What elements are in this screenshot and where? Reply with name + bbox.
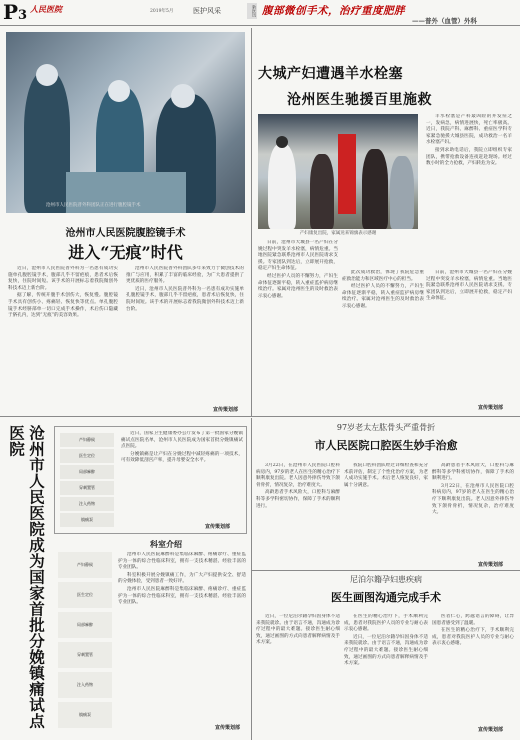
doctor-figure <box>268 144 296 229</box>
diagram-step: 产妇静候 <box>58 552 112 578</box>
right-article-credit: 宣传策划部 <box>478 405 504 411</box>
column-divider <box>251 28 252 416</box>
bottom-headline: 医生画图沟通完成手术 <box>331 591 441 604</box>
mid-article-col1: 3月22日，在沧州市人民医院口腔科病房内，97岁的老人在医生的精心治疗下顺利康复出院。老人因意外摔伤导致下颌骨骨折，情况复杂，治疗难度大。 高龄患者手术风险大，口腔科与麻醉科等多学科密切协作，保障了手术的顺利进行。 <box>256 463 340 509</box>
mid-headline: 市人民医院口腔医生妙手治愈 <box>314 439 458 452</box>
left-article-col2: 沧州市人民医院普外科团队多年来致力于微创技术的推广与应用，积累了丰富的临床经验，为广大患者提供了更优质的医疗服务。 近日，沧州市人民医院普外科为一名患有成功实施单孔腹腔镜手术，腹部几乎不留疤痕，患者术后恢复快，住院时间短。该手术的开展标志着我院微创外科技术迈上新台阶。 <box>126 266 244 312</box>
surgery-photo <box>6 32 245 213</box>
family-figure <box>362 149 388 229</box>
diagram-step: 穿刺置管 <box>60 481 114 495</box>
mid-kicker: 97岁老太左肱骨头严重骨折 <box>336 423 436 432</box>
photo-caption: 沧州市人民医院普外科团队正在进行腹腔镜手术 <box>46 203 141 208</box>
diagram-step: 局部麻醉 <box>58 612 112 638</box>
diagram-step: 镇痛泵 <box>58 702 112 728</box>
diagram-step: 产妇静候 <box>60 433 114 447</box>
mid-article-col3: 高龄患者手术风险大，口腔科与麻醉科等多学科密切协作，保障了手术的顺利进行。 3月22日，在沧州市人民医院口腔科病房内，97岁的老人在医生的精心治疗下顺利康复出院。老人因意外摔伤导致下颌骨骨折，情况复杂，治疗难度大。 <box>432 463 514 516</box>
right-intro: 羊水栓塞是产科最凶险的并发症之一，发病急，病情进展快，死亡率极高。近日，我院产科、麻醉科、重症医学科专家紧急驰援大城县医院，成功救治一名羊水栓塞产妇。 接到求助电话后，我院立即组织专家团队，携带抢救设备连夜赶赴现场。经过数小时的全力抢救，产妇转危为安。 <box>426 114 512 167</box>
diagram-step: 局部麻醉 <box>60 465 114 479</box>
right-article-col2: 此次成功救治，体现了我院危急重症救治能力和区域医疗中心的担当。 经过医护人员的不懈努力，产妇生命体征逐渐平稳，转入重症监护病房继续治疗。家属对沧州医生的及时救治表示衷心感谢。 <box>342 270 424 309</box>
left-article-col1: 近日，沧州市人民医院普外科为一名患有成功实施单孔腹腔镜手术，腹部几乎不留疤痕，患者术后恢复快，住院时间短。该手术的开展标志着我院微创外科技术迈上新台阶。 据了解，传统开腹手术创伤大，恢复慢。腹腔镜手术具有创伤小、疼痛轻、恢复快等优点。单孔腹腔镜手术经脐部单一切口完成手术操作，术后伤口隐藏于脐孔内，达到“无痕”的美容效果。 <box>8 266 118 319</box>
bottom-article-col2: 在医生的精心治疗下，手术顺利完成，患者对我院医护人员的专业与耐心表示衷心感谢。 近日，一位尼泊尔籍孕妇因身体不适来我院就诊。由于语言不通，沟通成为诊疗过程中的最大难题。接诊医生耐心细致，通过画图的方式向患者解释病情及手术方案。 <box>344 614 428 667</box>
left-article-credit: 宣传策划部 <box>213 407 239 413</box>
left-headline-2: 进入“无痕”时代 <box>68 243 183 262</box>
header-rule <box>0 25 520 26</box>
surgeon-figure <box>36 64 58 86</box>
surgeon-figure <box>24 72 70 213</box>
notice-credit: 宣传策划部 <box>205 524 231 530</box>
family-figure <box>310 154 334 229</box>
right-headline-1: 大城产妇遭遇羊水栓塞 <box>258 66 403 82</box>
surgeon-figure <box>171 84 195 108</box>
science-title: 科室介绍 <box>150 539 182 549</box>
paper-logo: 人民医院 <box>30 4 62 14</box>
diagram-step: 医生定位 <box>60 449 114 463</box>
right-article-col1: 日前，沧州市大城县一名产妇在分娩过程中突发羊水栓塞，病情危重。当地医院紧急联系沧州市人民医院请求支援。专家团队到达后，立即展开抢救，稳定产妇生命体征。 经过医护人员的不懈努力，产妇生命体征逐渐平稳，转入重症监护病房继续治疗。家属对沧州医生的及时救治表示衷心感谢。 <box>258 240 338 299</box>
diagram-step: 镇痛泵 <box>60 513 114 527</box>
diagram-step: 注入药物 <box>58 672 112 698</box>
bottom-article-credit: 宣传策划部 <box>478 727 504 733</box>
doctor-figure <box>276 136 288 148</box>
left-headline-1: 沧州市人民医院腹腔镜手术 <box>65 228 186 239</box>
page-letter: P3 <box>3 0 28 24</box>
diagram-step: 穿刺置管 <box>58 642 112 668</box>
issue-date: 2019年5月 <box>150 9 174 14</box>
ward-photo-caption: 产妇康复出院，家属送来锦旗表示感谢 <box>299 231 377 236</box>
column-name: 医护风采 <box>193 7 221 15</box>
right-article-col3: 日前，沧州市大城县一名产妇在分娩过程中突发羊水栓塞，病情危重。当地医院紧急联系沧州市人民医院请求支援。专家团队到达后，立即展开抢救，稳定产妇生命体征。 <box>426 270 512 302</box>
diagram-step: 医生定位 <box>58 582 112 608</box>
diagram-strip <box>58 431 116 531</box>
right-headline-2: 沧州医生驰援百里施救 <box>287 92 432 108</box>
mid-article-col2: 我院口腔科团队经过详细检查和充分术前评估，制定了个性化治疗方案，为老人成功实施手术。术后老人恢复良好，家属十分满意。 <box>344 463 428 488</box>
banner-flag <box>338 134 356 214</box>
page-number: 3 <box>18 8 28 23</box>
bottom-article-col3: 医者仁心，跨越语言的障碍，让异国患者感受到了温暖。 在医生的精心治疗下，手术顺利完成，患者对我院医护人员的专业与耐心表示衷心感谢。 <box>432 614 514 647</box>
page-header <box>0 0 520 24</box>
column-tag: 新医讯 <box>247 3 257 19</box>
notice-box <box>54 426 247 534</box>
mid-article-credit: 宣传策划部 <box>478 562 504 568</box>
vertical-headline: 沧州市人民医院成为国家首批分娩镇痛试点医院 <box>7 425 45 729</box>
ward-photo <box>258 114 418 229</box>
patient-figure <box>390 156 414 229</box>
notice-text: 近日，国家卫生健康委办公厅发布了第一批国家分娩镇痛试点医院名单，沧州市人民医院成为国家首批分娩镇痛试点医院。 分娩镇痛是让产妇在分娩过程中减轻疼痛的一项技术，可有效降低剖宫产率，提升母婴安全水平。 <box>121 431 243 464</box>
horizontal-divider <box>0 416 520 417</box>
bottom-article-col1: 近日，一位尼泊尔籍孕妇因身体不适来我院就诊。由于语言不通，沟通成为诊疗过程中的最大难题。接诊医生耐心细致，通过画图的方式向患者解释病情及手术方案。 <box>256 614 340 646</box>
science-credit: 宣传策划部 <box>215 725 241 731</box>
surgeon-figure <box>108 80 130 102</box>
lower-right-divider <box>252 570 520 571</box>
header-slogan: 腹部微创手术，治疗重度肥胖 <box>262 5 405 17</box>
bottom-kicker: 尼泊尔籍孕妇患疾病 <box>350 575 422 584</box>
science-text: 沧州市人民医院麻醉科是集临床麻醉、疼痛诊疗、重症监护为一体的综合性临床科室，拥有一支技术精湛、经验丰富的专业团队。 科室积极开展分娩镇痛工作，为广大产妇提供安全、舒适的分娩体验，受到患者一致好评。 沧州市人民医院麻醉科是集临床麻醉、疼痛诊疗、重症监护为一体的综合性临床科室，拥有一支技术精湛、经验丰富的专业团队。 <box>118 552 246 606</box>
diagram-step: 注入药物 <box>60 497 114 511</box>
diagram-strip-lower <box>56 552 114 732</box>
header-dept: ——普外（血管）外科 <box>412 17 477 25</box>
